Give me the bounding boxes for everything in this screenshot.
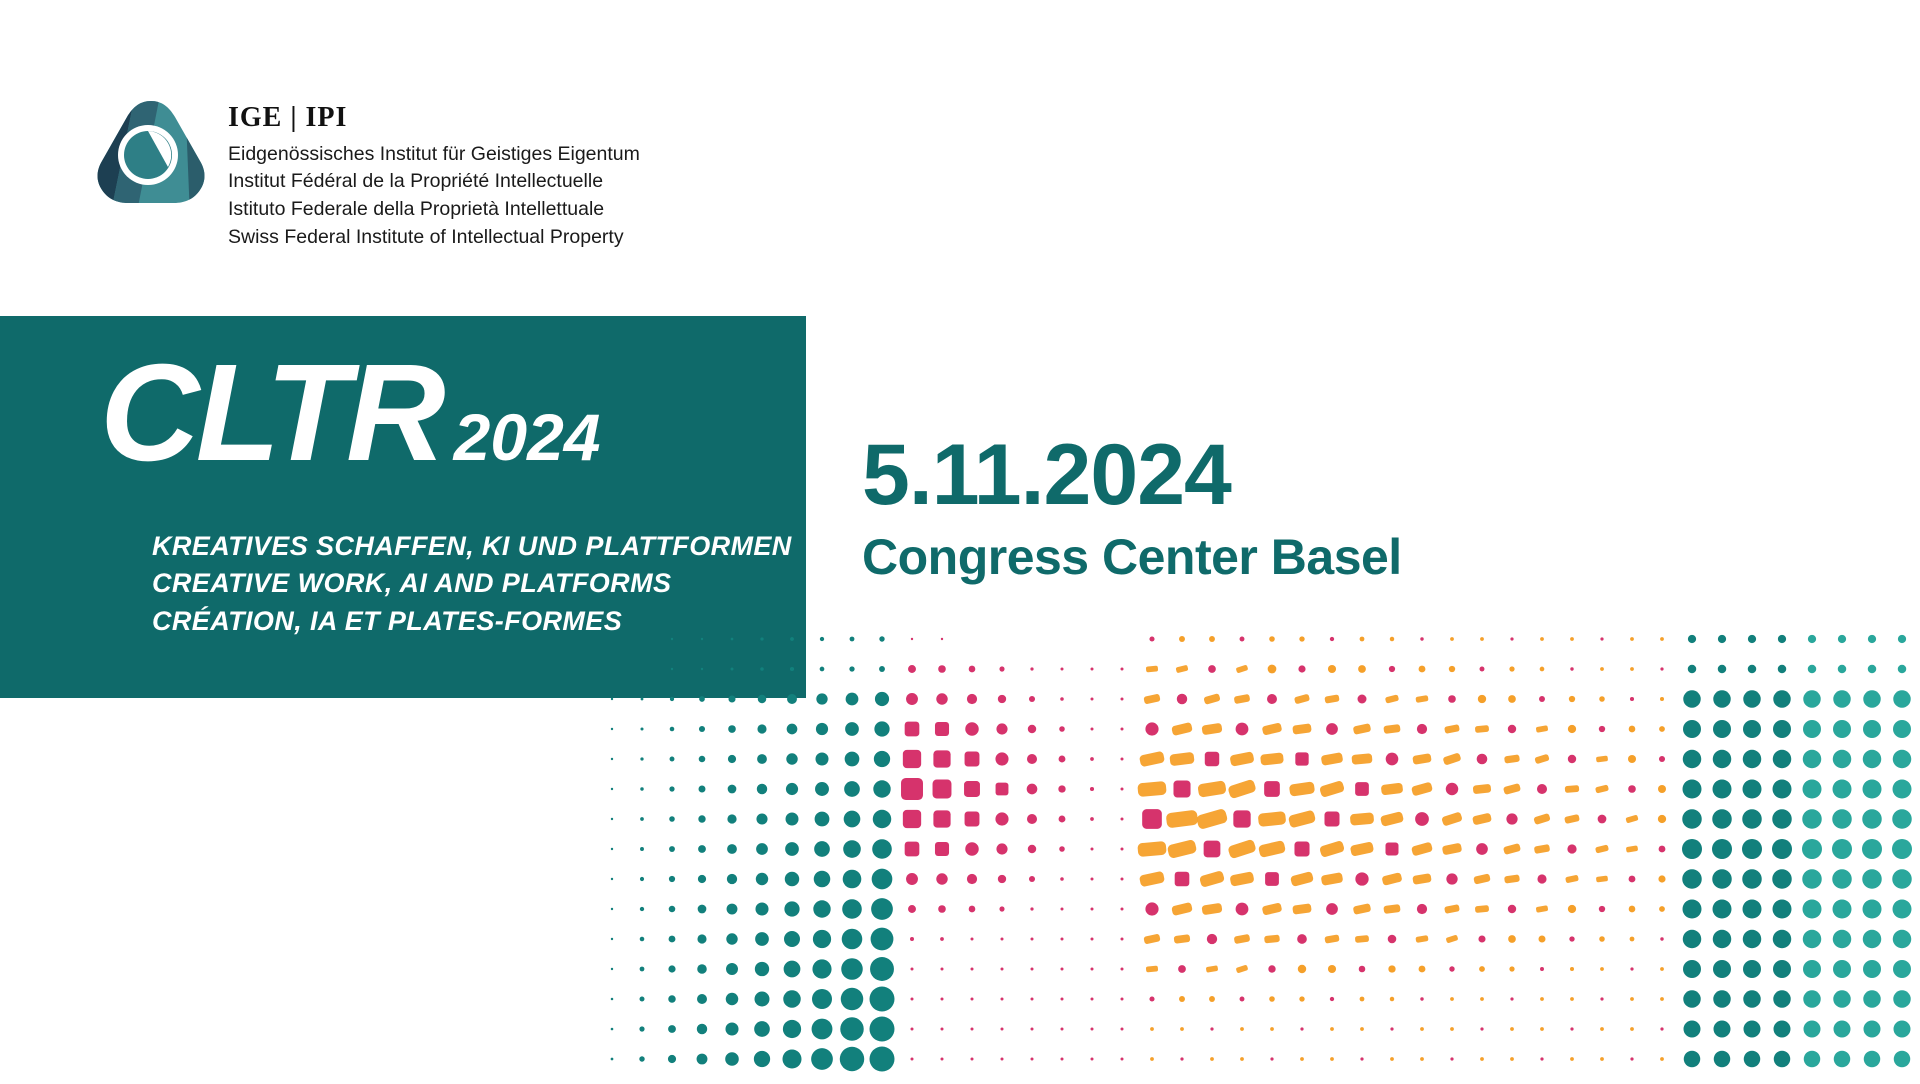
event-venue: Congress Center Basel bbox=[862, 529, 1402, 586]
halftone-dot-pattern bbox=[600, 625, 1920, 1079]
ige-ipi-triangle-logo-icon bbox=[90, 95, 212, 217]
logo-line-en: Swiss Federal Institute of Intellectual Property bbox=[228, 225, 624, 248]
event-acronym-row bbox=[100, 336, 601, 490]
event-subtitle-fr: CRÉATION, IA ET PLATES-FORMES bbox=[152, 605, 623, 636]
event-year: 2024 bbox=[453, 400, 601, 474]
logo-line-it: Istituto Federale della Proprietà Intellettuale bbox=[228, 198, 605, 221]
event-info bbox=[862, 427, 1402, 586]
logo-wordmark: IGE | IPI bbox=[228, 102, 348, 133]
event-subtitle-de: KREATIVES SCHAFFEN, KI UND PLATTFORMEN bbox=[152, 531, 792, 561]
organization-logo-text bbox=[228, 95, 640, 252]
logo-line-de: Eidgenössisches Institut für Geistiges Eigentum bbox=[228, 142, 640, 165]
event-date: 5.11.2024 bbox=[862, 427, 1231, 523]
organization-logo bbox=[90, 95, 640, 252]
logo-line-fr: Institut Fédéral de la Propriété Intellectuelle bbox=[228, 170, 604, 193]
event-acronym: CLTR bbox=[100, 336, 442, 490]
event-subtitles bbox=[152, 528, 792, 640]
event-subtitle-en: CREATIVE WORK, AI AND PLATFORMS bbox=[152, 568, 672, 599]
